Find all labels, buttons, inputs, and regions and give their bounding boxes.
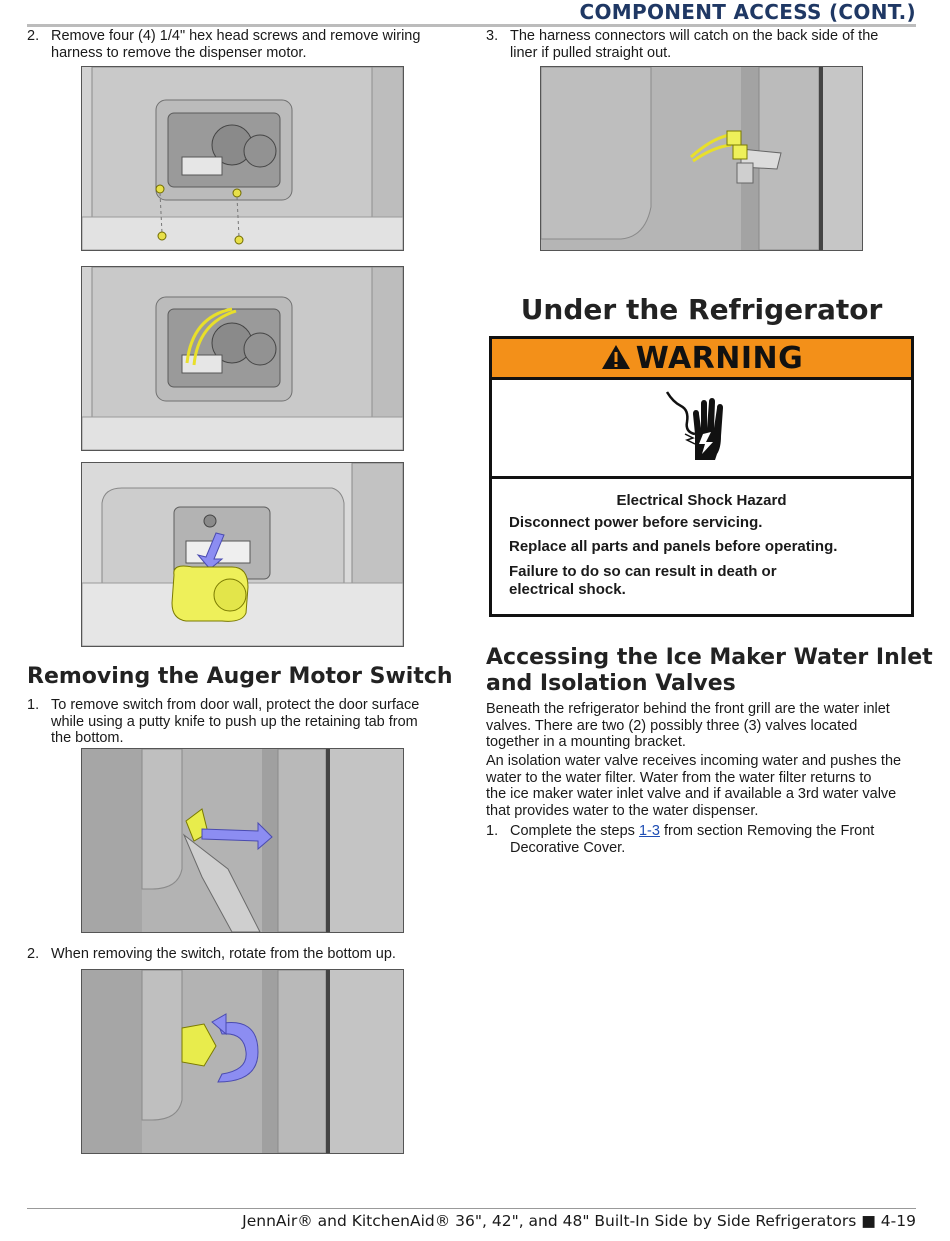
steps-1-3-link[interactable]: 1-3: [638, 823, 660, 839]
heading-line: Accessing the Ice Maker Water Inlet: [486, 645, 933, 670]
figure-rotate-switch: [81, 969, 404, 1154]
step-text-post: from section Removing the Front: [659, 823, 875, 839]
step-text-line: To remove switch from door wall, protect the door surface: [51, 697, 420, 713]
step-text-line: Remove four (4) 1/4" hex head screws and remove wiring: [51, 28, 421, 44]
footer-rule: [27, 1208, 916, 1209]
step-number: 3.: [486, 28, 499, 44]
warning-triangle-icon: [600, 343, 632, 371]
warning-word: WARNING: [635, 341, 804, 376]
heading-ice-maker-valves: [486, 645, 933, 697]
warning-box: [489, 336, 914, 617]
paragraph-line: together in a mounting bracket.: [486, 734, 686, 750]
electrical-shock-hand-icon: [659, 388, 739, 468]
figure-putty-knife-switch: [81, 748, 404, 933]
section-header-title: COMPONENT ACCESS (CONT.): [579, 0, 916, 24]
figure-harness-connectors: [540, 66, 863, 251]
hazard-title: Electrical Shock Hazard: [616, 492, 787, 509]
step-text-line: Decorative Cover.: [510, 839, 626, 856]
figure-dispenser-motor-harness: [81, 266, 404, 451]
step-number: 2.: [27, 28, 40, 44]
step-number: 1.: [27, 697, 40, 713]
paragraph-isolation-valve: [486, 753, 926, 819]
paragraph-inlet-valves: [486, 701, 926, 751]
step-text-line: [510, 823, 874, 840]
paragraph-line: that provides water to the water dispenser.: [486, 802, 759, 819]
step-text-line: When removing the switch, rotate from the bottom up.: [51, 946, 396, 962]
footer-text: JennAir® and KitchenAid® 36", 42", and 48" Built-In Side by Side Refrigerators ■ 4-19: [242, 1212, 916, 1230]
header-rule: [27, 24, 916, 27]
heading-line: and Isolation Valves: [486, 671, 736, 696]
step-rotate-switch: [27, 946, 467, 964]
step-complete-steps: [486, 823, 916, 857]
hazard-instruction: Replace all parts and panels before operating.: [509, 538, 838, 555]
step-remove-switch: [27, 697, 467, 747]
step-text-line: The harness connectors will catch on the back side of the: [510, 28, 879, 44]
heading-removing-auger-motor-switch: Removing the Auger Motor Switch: [27, 664, 453, 689]
step-text-line: the bottom.: [51, 730, 124, 746]
step-number: 2.: [27, 946, 40, 962]
step-text-line: harness to remove the dispenser motor.: [51, 44, 307, 61]
warning-title: [492, 341, 911, 376]
warning-icon-row: [492, 380, 911, 479]
figure-dispenser-motor-removed: [81, 462, 404, 647]
hazard-instruction: Failure to do so can result in death or: [509, 563, 777, 580]
heading-under-the-refrigerator: Under the Refrigerator: [520, 293, 883, 326]
step-remove-screws: [27, 28, 467, 62]
step-number: 1.: [486, 823, 499, 839]
paragraph-line: water to the water filter. Water from the water filter returns to: [486, 769, 872, 786]
paragraph-line: An isolation water valve receives incoming water and pushes the: [486, 753, 902, 769]
figure-dispenser-motor-screws: [81, 66, 404, 251]
step-text-line: while using a putty knife to push up the retaining tab from: [51, 713, 418, 730]
step-text-pre: Complete the steps: [510, 823, 639, 839]
hazard-instruction: electrical shock.: [509, 581, 626, 598]
paragraph-line: the ice maker water inlet valve and if available a 3rd water valve: [486, 786, 897, 802]
paragraph-line: valves. There are two (2) possibly three (3) valves located: [486, 717, 858, 734]
hazard-instruction: Disconnect power before servicing.: [509, 514, 763, 531]
step-harness-connectors: [486, 28, 916, 62]
paragraph-line: Beneath the refrigerator behind the front grill are the water inlet: [486, 701, 890, 717]
step-text-line: liner if pulled straight out.: [510, 44, 672, 61]
warning-banner: [492, 339, 911, 380]
